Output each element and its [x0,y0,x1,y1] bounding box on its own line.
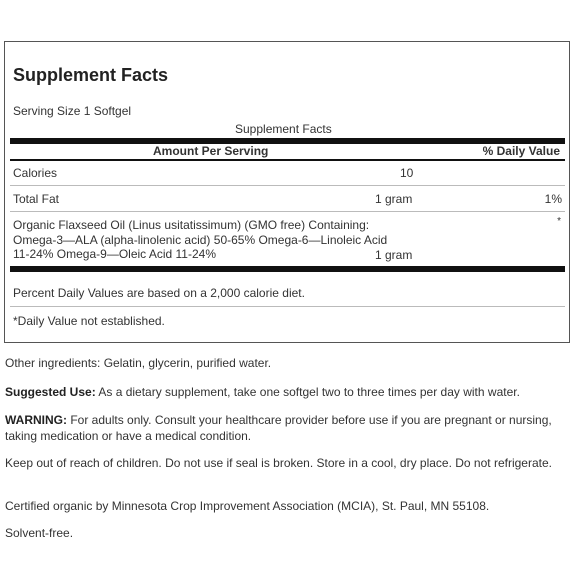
suggested-use-label: Suggested Use: [5,385,96,399]
flaxseed-oil-amount: 1 gram [375,248,413,262]
total-fat-daily-value: 1% [544,192,562,206]
flax-line: Omega-3—ALA (alpha-linolenic acid) 50-65% Omega-6—Linoleic Acid [13,232,388,247]
percent-daily-note: Percent Daily Values are based on a 2,000 calorie diet. [13,286,305,300]
flax-line: 11-24% Omega-9—Oleic Acid 11-24% [13,247,216,261]
warning [5,412,565,444]
serving-size: Serving Size 1 Softgel [13,104,132,118]
row-divider [10,306,565,307]
calories-label: Calories [13,166,58,180]
warning-label: WARNING: [5,413,67,427]
suggested-use-text: As a dietary supplement, take one softgel two to three times per day with water. [95,385,520,399]
suggested-use [5,384,565,400]
flax-line: Organic Flaxseed Oil (Linus usitatissimum) (GMO free) Containing: [13,218,370,232]
flaxseed-oil-daily-value: * [557,216,561,227]
header-divider [10,159,565,161]
warning-text: For adults only. Consult your healthcare provider before use if you are pregnant or nursing, taking medication or have a medical condition. [5,413,552,443]
certification: Certified organic by Minnesota Crop Improvement Association (MCIA), St. Paul, MN 55108. [5,499,490,513]
storage-note: Keep out of reach of children. Do not use if seal is broken. Store in a cool, dry place. Do not refrigerate. [5,456,552,470]
header-daily-value: % Daily Value [482,144,560,158]
other-ingredients: Other ingredients: Gelatin, glycerin, purified water. [5,356,272,370]
total-fat-label: Total Fat [13,192,60,206]
thick-divider-bottom [10,266,565,272]
row-divider [10,185,565,186]
header-amount-per-serving: Amount Per Serving [153,144,269,158]
solvent-free: Solvent-free. [5,526,74,540]
total-fat-amount: 1 gram [375,192,413,206]
table-caption: Supplement Facts [235,122,332,136]
flaxseed-oil-description [13,218,433,262]
calories-amount: 10 [400,166,414,180]
row-divider [10,211,565,212]
panel-title: Supplement Facts [13,65,169,85]
supplement-facts-panel [4,41,570,343]
daily-value-footnote: *Daily Value not established. [13,314,165,328]
